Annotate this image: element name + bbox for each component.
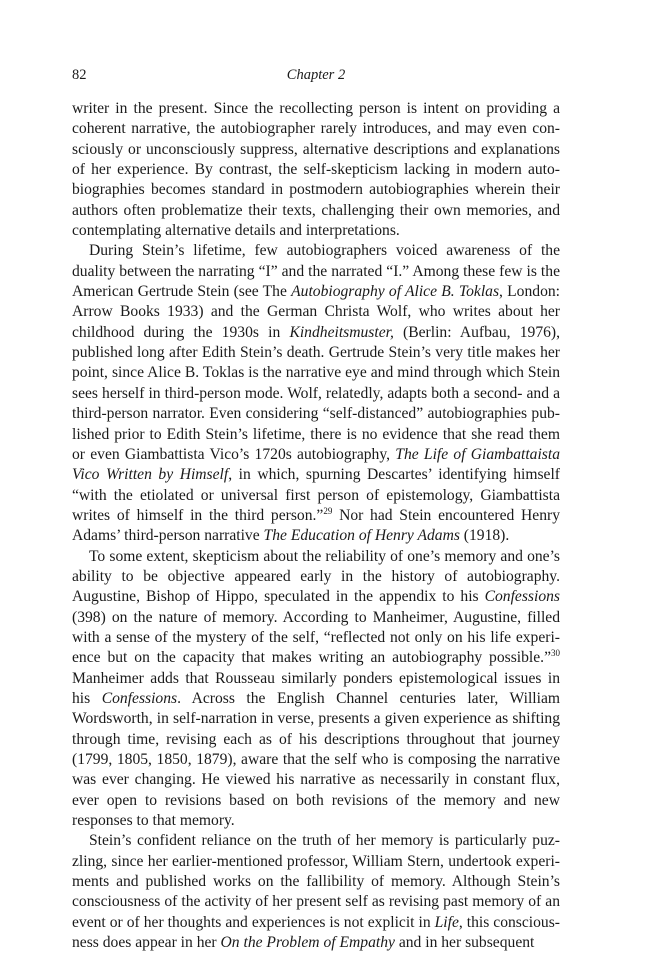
text-run: , London: Arrow Books 1933) and the German Christa Wolf, who writes about her childhood during the 1930s in xyxy=(72,283,560,341)
page-header xyxy=(72,67,560,87)
italic-title: Autobiography of Alice B. Toklas xyxy=(291,283,500,301)
text-run: Stein’s confident reliance on the truth of her memory is particularly puzzling, since her earlier-mentioned professor, William Stern, undertook experiments and published works on the fallibility of memory. Although Stein’s consciousness of the activity of her present self as revising past memory of an event or of her thoughts and experiences is not explicit in xyxy=(72,832,560,931)
text-run: (Berlin: Aufbau, 1976), published long after Edith Stein’s death. Gertrude Stein’s very title makes her point, since Alice B. Toklas is the narrative eye and mind through which Stein sees herself in third-person mode. Wolf, relatedly, adapts both a second- and a third-person narrator. Even considering “self-distanced” autobiographies published prior to Edith Stein’s lifetime, there is no evidence that she read them or even Giambattista Vico’s 1720s autobiography, xyxy=(72,323,561,463)
paragraph xyxy=(72,241,560,546)
italic-title: Kindheitsmuster, xyxy=(289,323,394,341)
italic-title: The Education of Henry Adams xyxy=(263,527,460,545)
italic-title: Life xyxy=(434,913,459,931)
paragraph xyxy=(72,99,560,241)
paragraph xyxy=(72,831,560,953)
body-text xyxy=(72,99,560,953)
text-run: Manheimer adds that Rousseau similarly ponders epistemological issues in his xyxy=(72,669,560,707)
text-run: . Across the English Channel centuries later, William Wordsworth, in self-narration in verse, presents a given experience as shifting through time, revising each as of his descriptions throughout that journey (1799, 1805, 1850, 1879), aware that the self who is composing the narrative was ever changing. He viewed his narrative as necessarily in constant flux, ever open to revisions based on both revisions of the memory and new responses to that memory. xyxy=(72,689,560,830)
italic-title: On the Problem of Empathy xyxy=(220,934,395,952)
page-number: 82 xyxy=(72,67,87,83)
text-run: writer in the present. Since the recollecting person is intent on providing a coherent narrative, the autobiographer rarely introduces, and may even consciously or unconsciously suppress, alternative descriptions and explanations of her experience. By contrast, the self-skepticism lacking in modern autobiographies becomes standard in postmodern autobiographies wherein their authors often problematize their texts, challenging their own memories, and contemplating alternative details and interpretations. xyxy=(72,100,560,240)
italic-title: Confessions xyxy=(484,588,560,606)
running-head: Chapter 2 xyxy=(286,67,346,83)
text-run: (1918). xyxy=(459,527,510,545)
footnote-reference: 29 xyxy=(323,505,333,516)
text-run: and in her subsequent xyxy=(394,934,535,952)
italic-title: The Life of Giambattaista Vico Written by Himself xyxy=(72,445,560,484)
text-run: (398) on the nature of memory. According to Manheimer, Augustine, filled with a sense of the mystery of the self, “reflected not only on his life experience but on the capacity that makes writing an autobiography possible.” xyxy=(72,608,560,667)
text-run: During Stein’s lifetime, few autobiographers voiced awareness of the duality between the narrating “I” and the narrated “I.” Among these few is the American Gertrude Stein (see The xyxy=(72,242,560,301)
text-run: , in which, spurning Descartes’ identifying himself “with the etiolated or universal first person of epistemology, Giambattista writes of himself in the third person.” xyxy=(72,466,560,524)
paragraph xyxy=(72,547,560,832)
footnote-reference: 30 xyxy=(551,648,560,659)
italic-title: Confessions xyxy=(101,689,178,707)
text-run: , this consciousness does appear in her xyxy=(72,913,560,952)
text-run: To some extent, skepticism about the reliability of one’s memory and one’s ability to be objective appeared early in the history of autobiography. Augustine, Bishop of Hippo, speculated in the appendix to his xyxy=(72,547,560,606)
text-run: Nor had Stein encountered Henry Adams’ third-person narrative xyxy=(72,506,560,545)
